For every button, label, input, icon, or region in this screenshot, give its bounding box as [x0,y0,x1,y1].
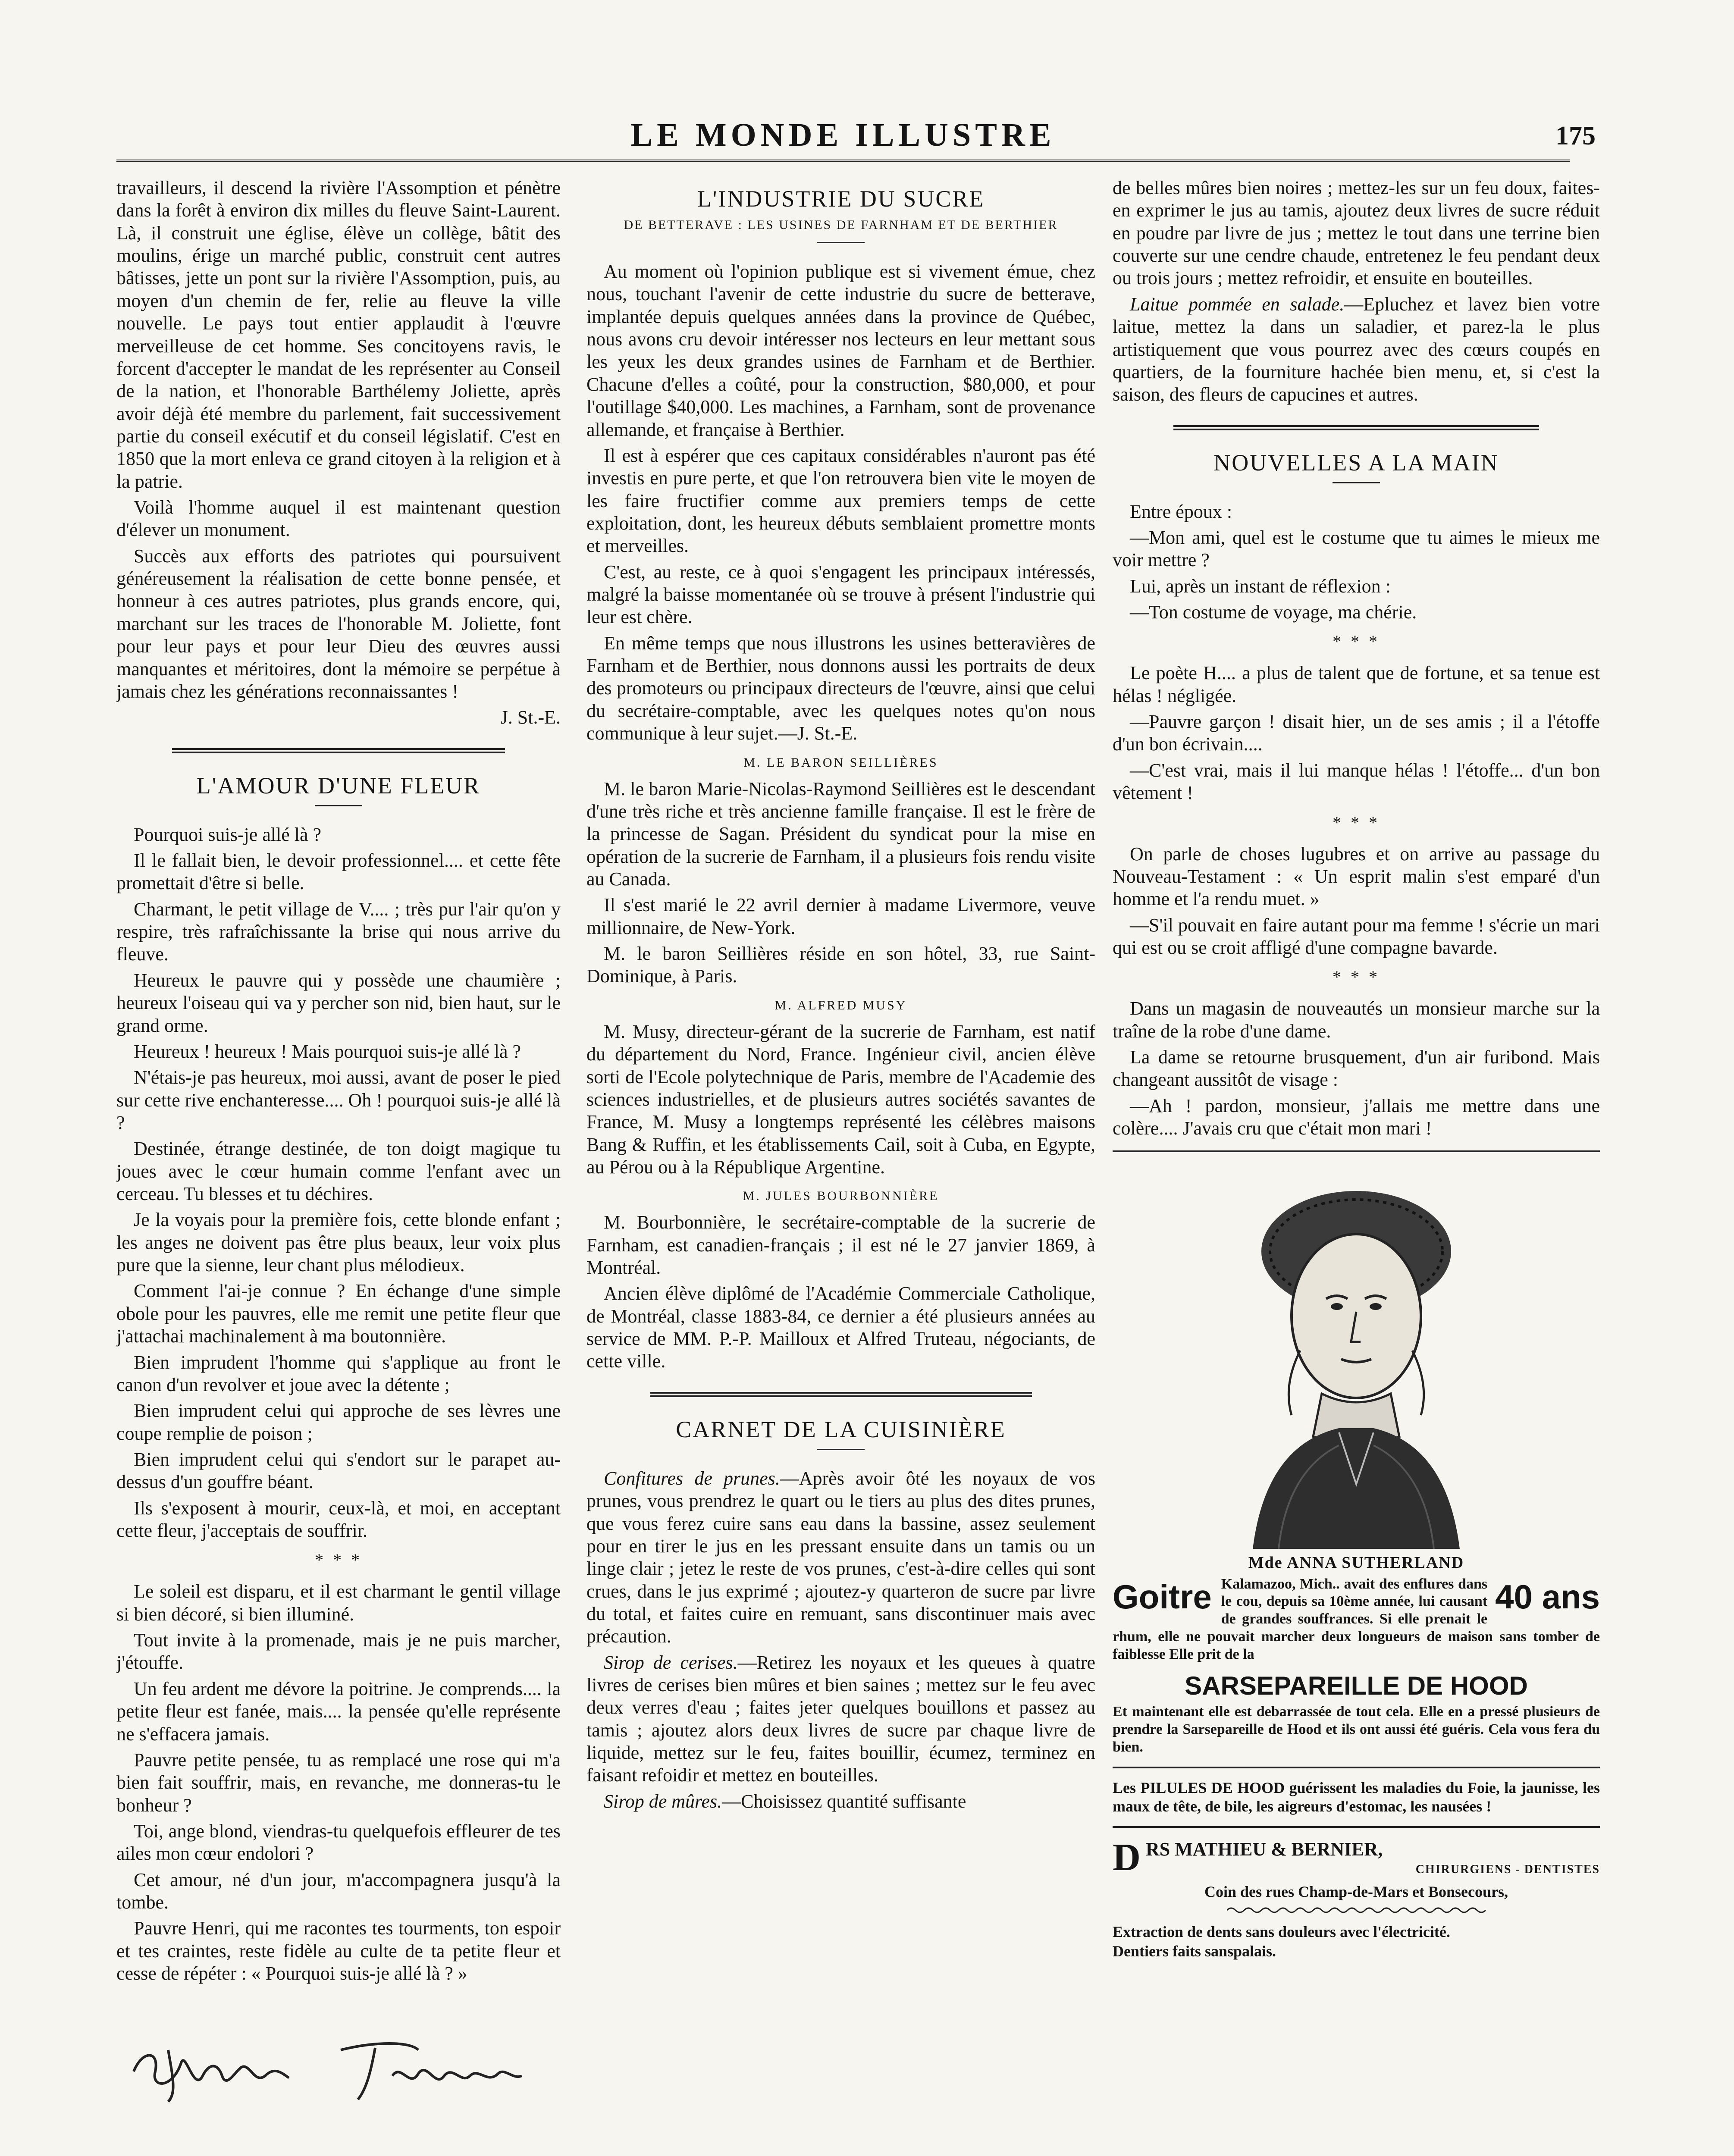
paragraph: Entre époux : [1130,501,1232,522]
paragraph: Pauvre petite pensée, tu as remplacé une rose qui m'a bien fait souffrir, mais, en revanche, me donneras-tu le bonheur ? [116,1749,561,1816]
amour-part-1 [116,824,561,1542]
wave-ornament [1227,1906,1486,1915]
section-subtitle-sucre: DE BETTERAVE : LES USINES DE FARNHAM ET DE BERTHIER [624,218,1058,232]
paragraph: En même temps que nous illustrons les usines betteravières de Farnham et de Berthier, nous donnons aussi les portraits de deux des promoteurs ou principaux directeurs de l'œuvre, ainsi que celui du secrétaire-comptable, avec les quelques notes qu'on nous communique à leur sujet.—J. St.-E. [586,632,1095,744]
ad-divider [1113,1826,1600,1828]
ad-headline-years: 40 ans [1495,1577,1600,1616]
title-rule [817,1449,865,1450]
paragraph: M. Bourbonnière, le secrétaire-comptable de la sucrerie de Farnham, est canadien-français ; il est né le 27 janvier 1869, à Montréal. [586,1212,1095,1279]
paragraph: Succès aux efforts des patriotes qui poursuivent généreusement la réalisation de cette bonne pensée, et honneur à ces autres patriotes, plus grands encore, qui, marchant sur les traces de l'honorable M. Joliette, font pour leur pays et pour leur Dieu des œuvres aussi manquantes et méritoires, dont la mémoire se perpétue à jamais chez les générations reconnaissantes ! [116,545,561,702]
paragraph: N'étais-je pas heureux, moi aussi, avant de poser le pied sur cette rive enchanteresse.... Oh ! pourquoi suis-je allé là ? [116,1067,561,1133]
recipe-name: Sirop de cerises. [604,1651,738,1673]
recipe-name: Laitue pommée en salade. [1130,293,1345,315]
paragraph: travailleurs, il descend la rivière l'Assomption et pénètre dans la forêt à environ dix milles du fleuve Saint-Laurent. Là, il construit une église, élève un collège, bâtit des moulins, érige un marché public, construit cent autres bâtisses, jette un pont sur la rivière l'Assomption, puis, au moyen d'un chemin de fer, relie au fleuve la ville nouvelle. Le pays tout entier applaudit à l'œuvre merveilleuse de cet homme. Ses concitoyens ravis, le forcent d'accepter le mandat de les représenter au Conseil de la nation, et l'honorable Barthélemy Joliette, après avoir déjà été membre du parlement, fait successivement partie du conseil exécutif et du conseil législatif. C'est en 1850 que la mort enleva ce grand citoyen à la religion et à la patrie. [116,177,561,492]
asterism: * * * [1333,632,1380,652]
recipe-text: —Retirez les noyaux et les queues à quatre livres de cerises bien mûres et bien saines ; mettez sur le feu avec deux verres d'eau ; faites jeter quelques bouillons et passez au tamis ; ajoutez alors deux livres de sucre par chaque livre de liquide, mettez sur le feu, faites bouillir, écumez, terminez en faisant refoidir et mettez en bouteilles. [586,1651,1095,1786]
paragraph: On parle de choses lugubres et on arrive au passage du Nouveau-Testament : « Un esprit malin s'est emparé d'un homme et l'a rendu muet. » [1113,843,1600,910]
paragraph: Cet amour, né d'un jour, m'accompagnera jusqu'à la tombe. [116,1869,561,1913]
dentist-note: Dentiers faits sanspalais. [1113,1943,1276,1960]
asterism: * * * [315,1550,362,1570]
article-signature: J. St.-E. [500,707,561,728]
ad-headline-goitre: Goitre [1113,1577,1212,1616]
paragraph: Pauvre Henri, qui me racontes tes tourments, ton espoir et tes craintes, reste fidèle au culte de ta petite fleur et cesse de répéter : « Pourquoi suis-je allé là ? » [116,1918,561,1984]
column-2 [586,177,1095,2156]
paragraph: Voilà l'homme auquel il est maintenant question d'élever un monument. [116,497,561,541]
paragraph: Un feu ardent me dévore la poitrine. Je comprends.... la petite fleur est fanée, mais.... la pensée qu'elle représente ne s'effacera jamais. [116,1678,561,1745]
subheading-bourbonniere: M. JULES BOURBONNIÈRE [743,1189,939,1203]
dentist-name: DRS MATHIEU & BERNIER, [1113,1836,1383,1879]
handwritten-signature [116,2024,561,2106]
paragraph: Toi, ange blond, viendras-tu quelquefois effleurer de tes ailes mon cœur endolori ? [116,1821,561,1865]
recipe-name: Confitures de prunes. [604,1467,780,1489]
portrait-illustration [1201,1169,1511,1549]
ad-body: Kalamazoo, Mich.. avait des enflures dans le cou, depuis sa 10ème année, lui causant de grandes souffrances. Si elle prenait le rhum, elle ne pouvait marcher deux longueurs de maison sans tomber de faiblesse Elle prit de la [1113,1576,1600,1662]
advertisement-hood-sarsaparilla [1113,1169,1600,1756]
recipe-laitue [1113,293,1600,406]
paragraph: —Ah ! pardon, monsieur, j'allais me mettre dans une colère.... J'avais cru que c'était mon mari ! [1113,1095,1600,1139]
paragraph: Le poète H.... a plus de talent que de fortune, et sa tenue est hélas ! négligée. [1113,662,1600,706]
paragraph: Comment l'ai-je connue ? En échange d'une simple obole pour les pauvres, elle me remit une petite fleur que j'attachai machinalement à ma boutonnière. [116,1280,561,1347]
paragraph: M. le baron Marie-Nicolas-Raymond Seillières est le descendant d'une très riche et très ancienne famille française. Il est le frère de la princesse de Sagan. Président du syndicat pour la mise en opération de la sucrerie de Farnham, il a plusieurs fois rendu visite au Canada. [586,778,1095,890]
section-title-amour: L'AMOUR D'UNE FLEUR [196,772,481,799]
paragraph: Charmant, le petit village de V.... ; très pur l'air qu'on y respire, très rafraîchissante la brise qui nous arrive du fleuve. [116,898,561,965]
paragraph: Le soleil est disparu, et il est charmant le gentil village si bien décoré, si bien illuminé. [116,1581,561,1625]
recipe-text: —Choisissez quantité suffisante [722,1790,966,1812]
paragraph: Bien imprudent celui qui s'endort sur le parapet au-dessus d'un gouffre béant. [116,1448,561,1493]
section-divider [1173,425,1539,432]
ornamental-rule [1113,1903,1600,1918]
paragraph: Il est à espérer que ces capitaux considérables n'auront pas été investis en pure perte, et que l'on retrouvera bien vite le moyen de les faire fructifier comme aux premiers temps de cette exploitation, dont, les heureux débuts semblaient promettre monts et merveilles. [586,445,1095,557]
paragraph: Heureux le pauvre qui y possède une chaumière ; heureux l'oiseau qui va y percher son nid, bien haut, sur le grand orme. [116,969,561,1036]
recipe-sirop-mures [586,1790,1095,1813]
paragraph: La dame se retourne brusquement, d'un air furibond. Mais changeant aussitôt de visage : [1113,1047,1600,1091]
column-1 [116,177,561,2156]
masthead [116,116,1596,168]
column-3 [1113,177,1600,2156]
paragraph: Pourquoi suis-je allé là ? [134,824,322,845]
section-title-nouvelles: NOUVELLES A LA MAIN [1213,449,1499,476]
newspaper-title: LE MONDE ILLUSTRE [630,117,1056,153]
dentist-notes [1113,1922,1600,1961]
paragraph: —C'est vrai, mais il lui manque hélas ! l'étoffe... d'un bon vêtement ! [1113,759,1600,804]
section-title-sucre: L'INDUSTRIE DU SUCRE [697,186,985,212]
recipe-sirop-cerises [586,1651,1095,1787]
paragraph: —Ton costume de voyage, ma chérie. [1130,602,1417,623]
page-number: 175 [1555,121,1596,150]
section-title-carnet: CARNET DE LA CUISINIÈRE [676,1416,1006,1442]
paragraph: Il le fallait bien, le devoir professionnel.... et cette fête promettait d'être si belle. [116,849,561,894]
dentist-role: CHIRURGIENS - DENTISTES [1415,1863,1600,1877]
asterism: * * * [1333,967,1380,987]
drop-initial: D [1113,1836,1141,1879]
ad-brand: SARSEPAREILLE DE HOOD [1185,1671,1528,1701]
ad-divider [1113,1150,1600,1152]
portrait-caption: Mde ANNA SUTHERLAND [1248,1553,1464,1572]
recipe-text: —Après avoir ôté les noyaux de vos prunes, vous prendrez le quart ou le tiers au plus des dites prunes, que vous ferez cuire sans eau dans la bassine, assez seulement pour en tirer le jus en les pressant ensuite dans un tamis ou un linge clair ; jetez le reste de vos prunes, c'est-à-dire celles qui sont crues, dans le jus exprimé ; ajoutez-y quarteron de sucre par livre du total, et faites cuire en remuant, sans discontinuer mais avec précaution. [586,1467,1095,1647]
amour-part-2 [116,1580,561,1985]
paragraph: Je la voyais pour la première fois, cette blonde enfant ; les anges ne doivent pas être plus beaux, leur voix plus pure que la sienne, leur chant plus mélodieux. [116,1209,561,1276]
paragraph: Ancien élève diplômé de l'Académie Commerciale Catholique, de Montréal, classe 1883-84, ce dernier a été plusieurs années au service de MM. P.-P. Mailloux et Alfred Truteau, négociants, de cette ville. [586,1283,1095,1372]
paragraph: Heureux ! heureux ! Mais pourquoi suis-je allé là ? [134,1040,521,1062]
dentist-note: Extraction de dents sans douleurs avec l'électricité. [1113,1923,1450,1941]
paragraph: Il s'est marié le 22 avril dernier à madame Livermore, veuve millionnaire, de New-York. [586,894,1095,938]
paragraph: —S'il pouvait en faire autant pour ma femme ! s'écrie un mari qui est ou se croit affligé d'une compagne bavarde. [1113,914,1600,958]
paragraph: Bien imprudent l'homme qui s'applique au front le canon d'un revolver et joue avec la détente ; [116,1351,561,1395]
recipe-text: —Epluchez et lavez bien votre laitue, mettez la dans un saladier, et parez-la le plus artistiquement que vous pourrez avec des cœurs coupés en quartiers, de la fourniture hachée bien menu, et, si c'est la saison, des fleurs de capucines et autres. [1113,293,1600,405]
title-rule [315,805,362,806]
paragraph: Bien imprudent celui qui approche de ses lèvres une coupe remplie de poison ; [116,1400,561,1444]
signature-scrawl [116,2024,561,2106]
asterism: * * * [1333,812,1380,832]
recipe-confitures [586,1467,1095,1648]
paragraph: —Pauvre garçon ! disait hier, un de ses amis ; il a l'étoffe d'un bon écrivain.... [1113,711,1600,755]
paragraph: M. le baron Seillières réside en son hôtel, 33, rue Saint-Dominique, à Paris. [586,943,1095,987]
paragraph: Lui, après un instant de réflexion : [1130,575,1391,597]
section-divider [172,748,505,755]
subheading-musy: M. ALFRED MUSY [774,998,907,1012]
pills-advertisement: Les PILULES DE HOOD guérissent les maladies du Foie, la jaunisse, les maux de tête, de bile, les aigreurs d'estomac, les nausées ! [1113,1779,1600,1815]
masthead-rule [116,160,1570,162]
paragraph: de belles mûres bien noires ; mettez-les sur un feu doux, faites-en exprimer le jus au tamis, ajoutez deux livres de sucre réduit en poudre par livre de jus ; mettez le tout dans une terrine bien couverte sur une cendre chaude, entretenez le feu pendant deux ou trois jours ; mettez refroidir, et ensuite en bouteilles. [1113,177,1600,289]
paragraph: —Mon ami, quel est le costume que tu aimes le mieux me voir mettre ? [1113,526,1600,571]
paragraph: Ils s'exposent à mourir, ceux-là, et moi, en acceptant cette fleur, j'acceptais de souffrir. [116,1497,561,1542]
ad-footer: Et maintenant elle est debarrassée de tout cela. Elle en a pressé plusieurs de prendre la Sarsepareille de Hood et ils ont aussi été guéris. Cela vous fera du bien. [1113,1704,1600,1755]
title-rule [1333,482,1380,483]
paragraph: Au moment où l'opinion publique est si vivement émue, chez nous, touchant l'avenir de cette industrie du sucre de betterave, implantée depuis quelques années dans la province de Québec, nous avons cru devoir intéresser nos lecteurs en leur mettant sous les yeux les deux grandes usines de Farnham et de Berthier. Chacune d'elles a coûté, pour la construction, $80,000, et pour l'outillage $40,000. Les machines, a Farnham, sont de provenance allemande, et française à Berthier. [586,261,1095,440]
ad-divider [1113,1767,1600,1768]
recipe-name: Sirop de mûres. [604,1790,722,1812]
subheading-seillieres: M. LE BARON SEILLIÈRES [743,755,938,770]
paragraph: C'est, au reste, ce à quoi s'engagent les principaux intéressés, malgré la baisse momentanée où se trouve à présent l'industrie qui leur est chère. [586,561,1095,628]
paragraph: Tout invite à la promenade, mais je ne puis marcher, j'étouffe. [116,1630,561,1673]
dentist-address: Coin des rues Champ-de-Mars et Bonsecours, [1204,1883,1508,1901]
section-divider [650,1392,1032,1399]
paragraph: Dans un magasin de nouveautés un monsieur marche sur la traîne de la robe d'une dame. [1113,998,1600,1042]
dentist-advertisement [1113,1838,1600,1961]
paragraph: M. Musy, directeur-gérant de la sucrerie de Farnham, est natif du département du Nord, France. Ingénieur civil, ancien élève sorti de l'Ecole polytechnique de Paris, membre de l'Academie des sciences industrielles, et de plusieurs autres sociétés savantes de France, M. Musy a longtemps représenté les célèbres maisons Bang & Ruffin, et les établissements Cail, soit à Cuba, en Egypte, au Pérou ou à la République Argentine. [586,1021,1095,1178]
title-rule [817,242,865,243]
paragraph: Destinée, étrange destinée, de ton doigt magique tu joues avec le cœur humain comme l'enfant avec un cerceau. Tu blesses et tu déchires. [116,1138,561,1205]
